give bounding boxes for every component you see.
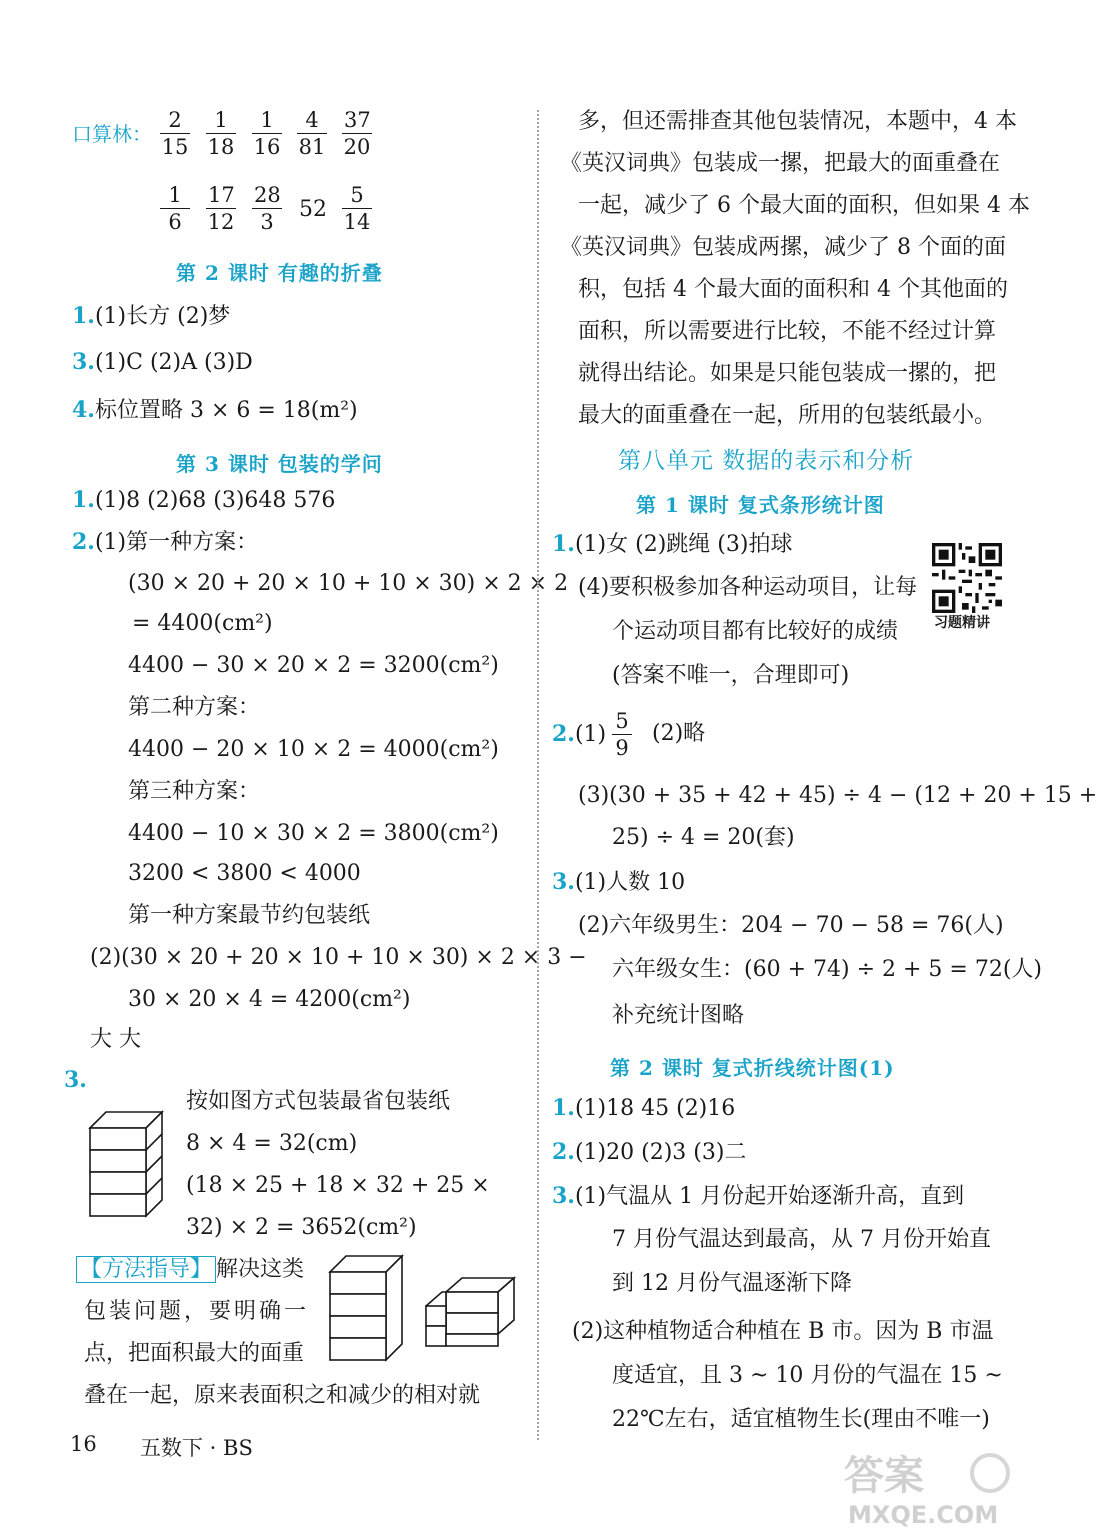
svg-text:答案: 答案 xyxy=(844,1453,924,1499)
answer-line: (2)(30 × 20 + 20 × 10 + 10 × 30) × 2 × 3 − xyxy=(90,945,587,970)
answer-line: 个运动项目都有比较好的成绩 xyxy=(612,619,899,644)
lesson-heading: 第 2 课时 复式折线统计图(1) xyxy=(610,1056,895,1080)
answer-line: 就得出结论。如果是只能包装成一摞的，把 xyxy=(578,361,997,386)
fraction: $\frac{1}{16}$ xyxy=(253,108,281,159)
answer-line: 2.(1)第一种方案： xyxy=(72,529,259,555)
stacked-boxes-figure xyxy=(86,1104,166,1220)
answer-line: 最大的面重叠在一起，所用的包装纸最小。 xyxy=(578,403,997,428)
answer-line: 《英汉词典》包装成一摞，把最大的面重叠在 xyxy=(560,151,1001,176)
answer-line: 32) × 2 = 3652(cm²) xyxy=(186,1215,417,1240)
answer-line: (30 × 20 + 20 × 10 + 10 × 30) × 2 × 2 xyxy=(128,571,569,596)
fraction: $\frac{5}{14}$ xyxy=(343,183,371,234)
answer-line: 4400 − 30 × 20 × 2 = 3200(cm²) xyxy=(128,653,499,678)
integer-answer: 52 xyxy=(299,197,327,222)
fraction: $\frac{1}{18}$ xyxy=(207,108,235,159)
answer-line: 7 月份气温达到最高，从 7 月份开始直 xyxy=(612,1227,991,1252)
lesson-heading: 第 3 课时 包装的学问 xyxy=(176,452,383,476)
lesson-heading: 第 1 课时 复式条形统计图 xyxy=(636,493,885,517)
answer-line: 2.(1)20 (2)3 (3)二 xyxy=(552,1139,747,1165)
answer-line: 1.(1)女 (2)跳绳 (3)拍球 xyxy=(552,531,793,557)
single-stack-figure xyxy=(326,1252,406,1364)
answer-line: (2)略 xyxy=(652,721,706,746)
answer-line: 六年级女生：(60 + 74) ÷ 2 + 5 = 72(人) xyxy=(612,957,1042,982)
fraction: $\frac{28}{3}$ xyxy=(254,183,281,234)
answer-line: 面积，所以需要进行比较，不能不经过计算 xyxy=(578,319,997,344)
answer-line: = 4400(cm²) xyxy=(132,611,273,636)
double-stack-figure xyxy=(422,1276,518,1348)
answer-line: 按如图方式包装最省包装纸 xyxy=(186,1089,451,1114)
answer-line: 1.(1)长方 (2)梦 xyxy=(72,303,231,329)
fraction: $\frac{2}{15}$ xyxy=(161,108,189,159)
answer-line: (4)要积极参加各种运动项目，让每 xyxy=(578,575,918,600)
question-number: 3. xyxy=(64,1067,87,1093)
answer-line: 3200 < 3800 < 4000 xyxy=(128,861,361,886)
column-divider xyxy=(537,110,539,1440)
fraction: $\frac{17}{12}$ xyxy=(207,183,235,234)
answer-line: 一起，减少了 6 个最大面的面积，但如果 4 本 xyxy=(578,193,1030,218)
answer-line: 到 12 月份气温逐渐下降 xyxy=(612,1271,852,1296)
answer-line: (答案不唯一，合理即可) xyxy=(612,663,850,688)
method-guide-line: 【方法指导】 解决这类 xyxy=(76,1256,304,1284)
answer-line: 积，包括 4 个最大面的面积和 4 个其他面的 xyxy=(578,277,1008,302)
book-label: 五数下 · BS xyxy=(140,1436,253,1460)
answer-line: 第三种方案： xyxy=(128,779,261,804)
answer-line: (2)这种植物适合种植在 B 市。因为 B 市温 xyxy=(572,1319,994,1344)
answer-line: 4.标位置略 3 × 6 = 18(m²) xyxy=(72,397,358,423)
answer-line: 1.(1)18 45 (2)16 xyxy=(552,1095,736,1121)
answer-line: 22℃左右，适宜植物生长(理由不唯一) xyxy=(612,1407,990,1432)
answer-line: 第一种方案最节约包装纸 xyxy=(128,903,371,928)
method-guide-line: 点，把面积最大的面重 xyxy=(84,1341,305,1366)
answer-line: (18 × 25 + 18 × 32 + 25 × xyxy=(186,1173,490,1198)
answer-line: (2)六年级男生：204 − 70 − 58 = 76(人) xyxy=(578,913,1004,938)
fraction: $\frac{5}{9}$ xyxy=(612,708,632,761)
answer-line: (3)(30 + 35 + 42 + 45) ÷ 4 − (12 + 20 + 15 + xyxy=(578,783,1097,808)
answer-line: 多，但还需排查其他包装情况，本题中，4 本 xyxy=(578,109,1017,134)
answer-line: 8 × 4 = 32(cm) xyxy=(186,1131,358,1156)
fraction: $\frac{1}{6}$ xyxy=(160,182,190,235)
method-guide-line: 叠在一起，原来表面积之和减少的相对就 xyxy=(84,1383,481,1408)
method-guide-tag: 【方法指导】 xyxy=(76,1256,216,1283)
answer-line: 25) ÷ 4 = 20(套) xyxy=(612,825,795,850)
lesson-heading: 第 2 课时 有趣的折叠 xyxy=(176,261,383,285)
answer-line: 3.(1)气温从 1 月份起开始逐渐升高，直到 xyxy=(552,1183,965,1209)
watermark-logo xyxy=(840,1445,1010,1530)
answer-line: 4400 − 10 × 30 × 2 = 3800(cm²) xyxy=(128,821,499,846)
svg-text:MXQE.COM: MXQE.COM xyxy=(848,1501,999,1529)
qr-caption: 习题精讲 xyxy=(934,615,990,631)
answer-line: 《英汉词典》包装成两摞，减少了 8 个面的面 xyxy=(560,235,1006,260)
oral-calc-label: 口算林： xyxy=(72,122,152,146)
answer-line: 1.(1)8 (2)68 (3)648 576 xyxy=(72,487,336,513)
qr-code-icon[interactable] xyxy=(932,543,1002,613)
unit-heading: 第八单元 数据的表示和分析 xyxy=(618,448,915,474)
answer-line: 30 × 20 × 4 = 4200(cm²) xyxy=(128,987,411,1012)
page-number: 16 xyxy=(70,1432,97,1456)
fraction: $\frac{4}{81}$ xyxy=(298,108,326,159)
answer-line: 大 大 xyxy=(90,1027,141,1052)
method-guide-line: 包装问题，要明确一 xyxy=(84,1299,310,1324)
fraction: $\frac{37}{20}$ xyxy=(343,108,371,159)
answer-line: 3.(1)C (2)A (3)D xyxy=(72,349,253,375)
answer-line: 4400 − 20 × 10 × 2 = 4000(cm²) xyxy=(128,737,499,762)
answer-line: 度适宜，且 3 ~ 10 月份的气温在 15 ~ xyxy=(612,1363,1003,1388)
answer-line: 2.(1) xyxy=(552,721,607,747)
answer-line: 3.(1)人数 10 xyxy=(552,869,686,895)
answer-line: 第二种方案： xyxy=(128,695,261,720)
answer-line: 补充统计图略 xyxy=(612,1003,745,1028)
